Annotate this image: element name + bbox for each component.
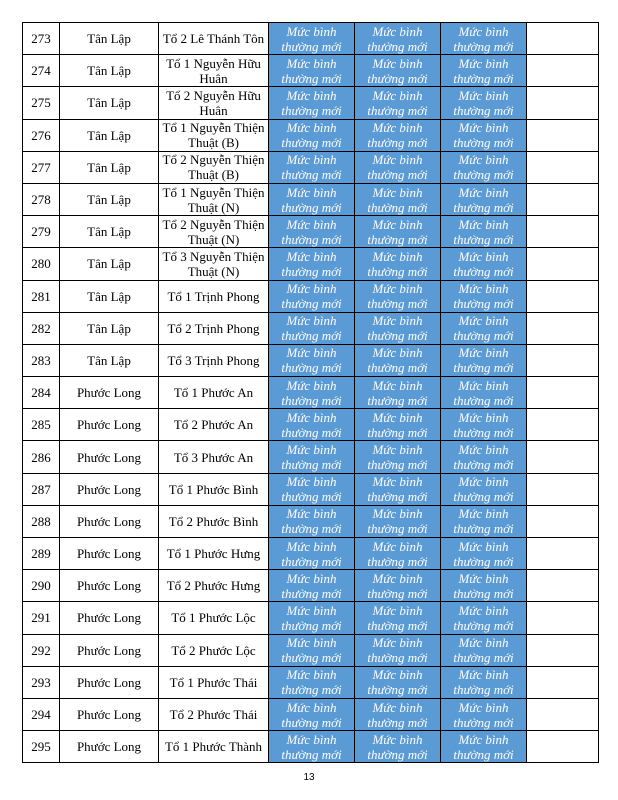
residential-group-cell: Tổ 1 Phước Thái [159,666,269,698]
ward-cell: Tân Lập [60,119,159,151]
status-cell-2: Mức bình thường mới [355,666,441,698]
row-number-cell: 293 [23,666,60,698]
status-cell-2: Mức bình thường mới [355,280,441,312]
note-cell [527,280,599,312]
table-row [23,151,599,183]
status-cell-2: Mức bình thường mới [355,409,441,441]
residential-group-cell: Tổ 1 Nguyễn Thiện Thuật (N) [159,183,269,215]
row-number-cell: 292 [23,634,60,666]
table-row [23,55,599,87]
status-cell-3: Mức bình thường mới [441,570,527,602]
status-cell-2: Mức bình thường mới [355,216,441,248]
status-cell-2: Mức bình thường mới [355,570,441,602]
row-number-cell: 286 [23,441,60,473]
status-cell-3: Mức bình thường mới [441,698,527,730]
note-cell [527,183,599,215]
ward-cell: Phước Long [60,409,159,441]
note-cell [527,151,599,183]
row-number-cell: 288 [23,505,60,537]
ward-cell: Tân Lập [60,55,159,87]
status-cell-1: Mức bình thường mới [269,119,355,151]
status-cell-3: Mức bình thường mới [441,216,527,248]
ward-cell: Phước Long [60,602,159,634]
note-cell [527,87,599,119]
residential-group-cell: Tổ 2 Phước Thái [159,698,269,730]
row-number-cell: 283 [23,344,60,376]
status-cell-3: Mức bình thường mới [441,248,527,280]
residential-group-cell: Tổ 1 Phước Lộc [159,602,269,634]
status-cell-2: Mức bình thường mới [355,377,441,409]
status-cell-1: Mức bình thường mới [269,216,355,248]
status-cell-2: Mức bình thường mới [355,505,441,537]
table-row [23,119,599,151]
table-row [23,538,599,570]
status-cell-2: Mức bình thường mới [355,698,441,730]
table-row [23,570,599,602]
table-row [23,473,599,505]
ward-cell: Tân Lập [60,216,159,248]
status-cell-3: Mức bình thường mới [441,634,527,666]
residential-group-cell: Tổ 1 Phước Hưng [159,538,269,570]
row-number-cell: 284 [23,377,60,409]
note-cell [527,570,599,602]
note-cell [527,698,599,730]
status-cell-2: Mức bình thường mới [355,441,441,473]
row-number-cell: 275 [23,87,60,119]
status-cell-3: Mức bình thường mới [441,280,527,312]
ward-cell: Tân Lập [60,151,159,183]
residential-group-cell: Tổ 2 Phước Lộc [159,634,269,666]
status-cell-1: Mức bình thường mới [269,248,355,280]
table-row [23,377,599,409]
note-cell [527,55,599,87]
residential-group-cell: Tổ 2 Phước An [159,409,269,441]
status-cell-2: Mức bình thường mới [355,312,441,344]
note-cell [527,602,599,634]
status-cell-3: Mức bình thường mới [441,312,527,344]
status-cell-2: Mức bình thường mới [355,731,441,763]
note-cell [527,23,599,55]
status-cell-1: Mức bình thường mới [269,538,355,570]
status-cell-3: Mức bình thường mới [441,344,527,376]
row-number-cell: 279 [23,216,60,248]
status-cell-1: Mức bình thường mới [269,409,355,441]
row-number-cell: 289 [23,538,60,570]
ward-cell: Phước Long [60,377,159,409]
residential-group-cell: Tổ 1 Trịnh Phong [159,280,269,312]
note-cell [527,409,599,441]
table-row [23,409,599,441]
table-row [23,312,599,344]
status-cell-3: Mức bình thường mới [441,151,527,183]
status-cell-2: Mức bình thường mới [355,119,441,151]
residential-group-cell: Tổ 1 Nguyễn Hữu Huân [159,55,269,87]
status-cell-1: Mức bình thường mới [269,666,355,698]
row-number-cell: 285 [23,409,60,441]
status-cell-2: Mức bình thường mới [355,602,441,634]
ward-cell: Tân Lập [60,23,159,55]
note-cell [527,473,599,505]
table-row [23,634,599,666]
row-number-cell: 274 [23,55,60,87]
status-cell-1: Mức bình thường mới [269,731,355,763]
status-cell-1: Mức bình thường mới [269,183,355,215]
residential-group-cell: Tổ 2 Nguyễn Thiện Thuật (B) [159,151,269,183]
residential-group-cell: Tổ 3 Phước An [159,441,269,473]
residential-group-cell: Tổ 1 Phước Thành [159,731,269,763]
table-row [23,280,599,312]
status-cell-2: Mức bình thường mới [355,151,441,183]
status-cell-1: Mức bình thường mới [269,344,355,376]
residential-group-cell: Tổ 2 Trịnh Phong [159,312,269,344]
status-cell-1: Mức bình thường mới [269,602,355,634]
status-cell-3: Mức bình thường mới [441,23,527,55]
ward-cell: Phước Long [60,666,159,698]
row-number-cell: 290 [23,570,60,602]
table-row [23,248,599,280]
status-cell-3: Mức bình thường mới [441,183,527,215]
row-number-cell: 277 [23,151,60,183]
status-cell-2: Mức bình thường mới [355,538,441,570]
status-cell-3: Mức bình thường mới [441,602,527,634]
row-number-cell: 273 [23,23,60,55]
row-number-cell: 295 [23,731,60,763]
ward-cell: Phước Long [60,441,159,473]
status-cell-3: Mức bình thường mới [441,666,527,698]
status-cell-1: Mức bình thường mới [269,151,355,183]
status-cell-2: Mức bình thường mới [355,344,441,376]
table-row [23,666,599,698]
status-table [22,22,599,763]
note-cell [527,634,599,666]
status-cell-2: Mức bình thường mới [355,473,441,505]
status-cell-1: Mức bình thường mới [269,312,355,344]
note-cell [527,344,599,376]
status-cell-3: Mức bình thường mới [441,731,527,763]
table-row [23,441,599,473]
residential-group-cell: Tổ 1 Phước An [159,377,269,409]
table-row [23,344,599,376]
status-cell-3: Mức bình thường mới [441,55,527,87]
table-body [23,23,599,763]
ward-cell: Tân Lập [60,280,159,312]
residential-group-cell: Tổ 2 Nguyễn Thiện Thuật (N) [159,216,269,248]
note-cell [527,377,599,409]
status-cell-1: Mức bình thường mới [269,441,355,473]
status-cell-2: Mức bình thường mới [355,183,441,215]
status-cell-3: Mức bình thường mới [441,473,527,505]
residential-group-cell: Tổ 3 Nguyễn Thiện Thuật (N) [159,248,269,280]
row-number-cell: 294 [23,698,60,730]
status-cell-1: Mức bình thường mới [269,87,355,119]
status-cell-3: Mức bình thường mới [441,87,527,119]
status-cell-3: Mức bình thường mới [441,377,527,409]
row-number-cell: 278 [23,183,60,215]
status-cell-3: Mức bình thường mới [441,119,527,151]
residential-group-cell: Tổ 1 Nguyễn Thiện Thuật (B) [159,119,269,151]
table-row [23,183,599,215]
note-cell [527,248,599,280]
status-cell-1: Mức bình thường mới [269,698,355,730]
row-number-cell: 281 [23,280,60,312]
table-row [23,23,599,55]
ward-cell: Tân Lập [60,344,159,376]
note-cell [527,312,599,344]
status-cell-1: Mức bình thường mới [269,505,355,537]
ward-cell: Phước Long [60,473,159,505]
status-cell-3: Mức bình thường mới [441,538,527,570]
ward-cell: Phước Long [60,634,159,666]
status-cell-1: Mức bình thường mới [269,473,355,505]
note-cell [527,538,599,570]
row-number-cell: 291 [23,602,60,634]
residential-group-cell: Tổ 1 Phước Bình [159,473,269,505]
status-cell-1: Mức bình thường mới [269,634,355,666]
status-cell-1: Mức bình thường mới [269,280,355,312]
ward-cell: Tân Lập [60,312,159,344]
table-row [23,731,599,763]
residential-group-cell: Tổ 2 Phước Hưng [159,570,269,602]
table-row [23,698,599,730]
table-row [23,602,599,634]
status-cell-2: Mức bình thường mới [355,87,441,119]
table-row [23,87,599,119]
note-cell [527,731,599,763]
status-cell-1: Mức bình thường mới [269,377,355,409]
note-cell [527,441,599,473]
note-cell [527,505,599,537]
table-row [23,505,599,537]
residential-group-cell: Tổ 2 Phước Bình [159,505,269,537]
status-cell-2: Mức bình thường mới [355,55,441,87]
row-number-cell: 276 [23,119,60,151]
note-cell [527,119,599,151]
residential-group-cell: Tổ 2 Lê Thánh Tôn [159,23,269,55]
status-cell-1: Mức bình thường mới [269,55,355,87]
row-number-cell: 282 [23,312,60,344]
row-number-cell: 280 [23,248,60,280]
note-cell [527,216,599,248]
row-number-cell: 287 [23,473,60,505]
residential-group-cell: Tổ 3 Trịnh Phong [159,344,269,376]
ward-cell: Phước Long [60,698,159,730]
ward-cell: Tân Lập [60,183,159,215]
status-cell-2: Mức bình thường mới [355,23,441,55]
note-cell [527,666,599,698]
status-cell-2: Mức bình thường mới [355,634,441,666]
status-cell-3: Mức bình thường mới [441,441,527,473]
ward-cell: Phước Long [60,505,159,537]
ward-cell: Tân Lập [60,87,159,119]
ward-cell: Phước Long [60,538,159,570]
page-number: 13 [303,772,315,783]
ward-cell: Tân Lập [60,248,159,280]
status-cell-3: Mức bình thường mới [441,505,527,537]
table-row [23,216,599,248]
status-cell-2: Mức bình thường mới [355,248,441,280]
status-cell-1: Mức bình thường mới [269,570,355,602]
ward-cell: Phước Long [60,731,159,763]
status-cell-3: Mức bình thường mới [441,409,527,441]
residential-group-cell: Tổ 2 Nguyễn Hữu Huân [159,87,269,119]
ward-cell: Phước Long [60,570,159,602]
status-cell-1: Mức bình thường mới [269,23,355,55]
